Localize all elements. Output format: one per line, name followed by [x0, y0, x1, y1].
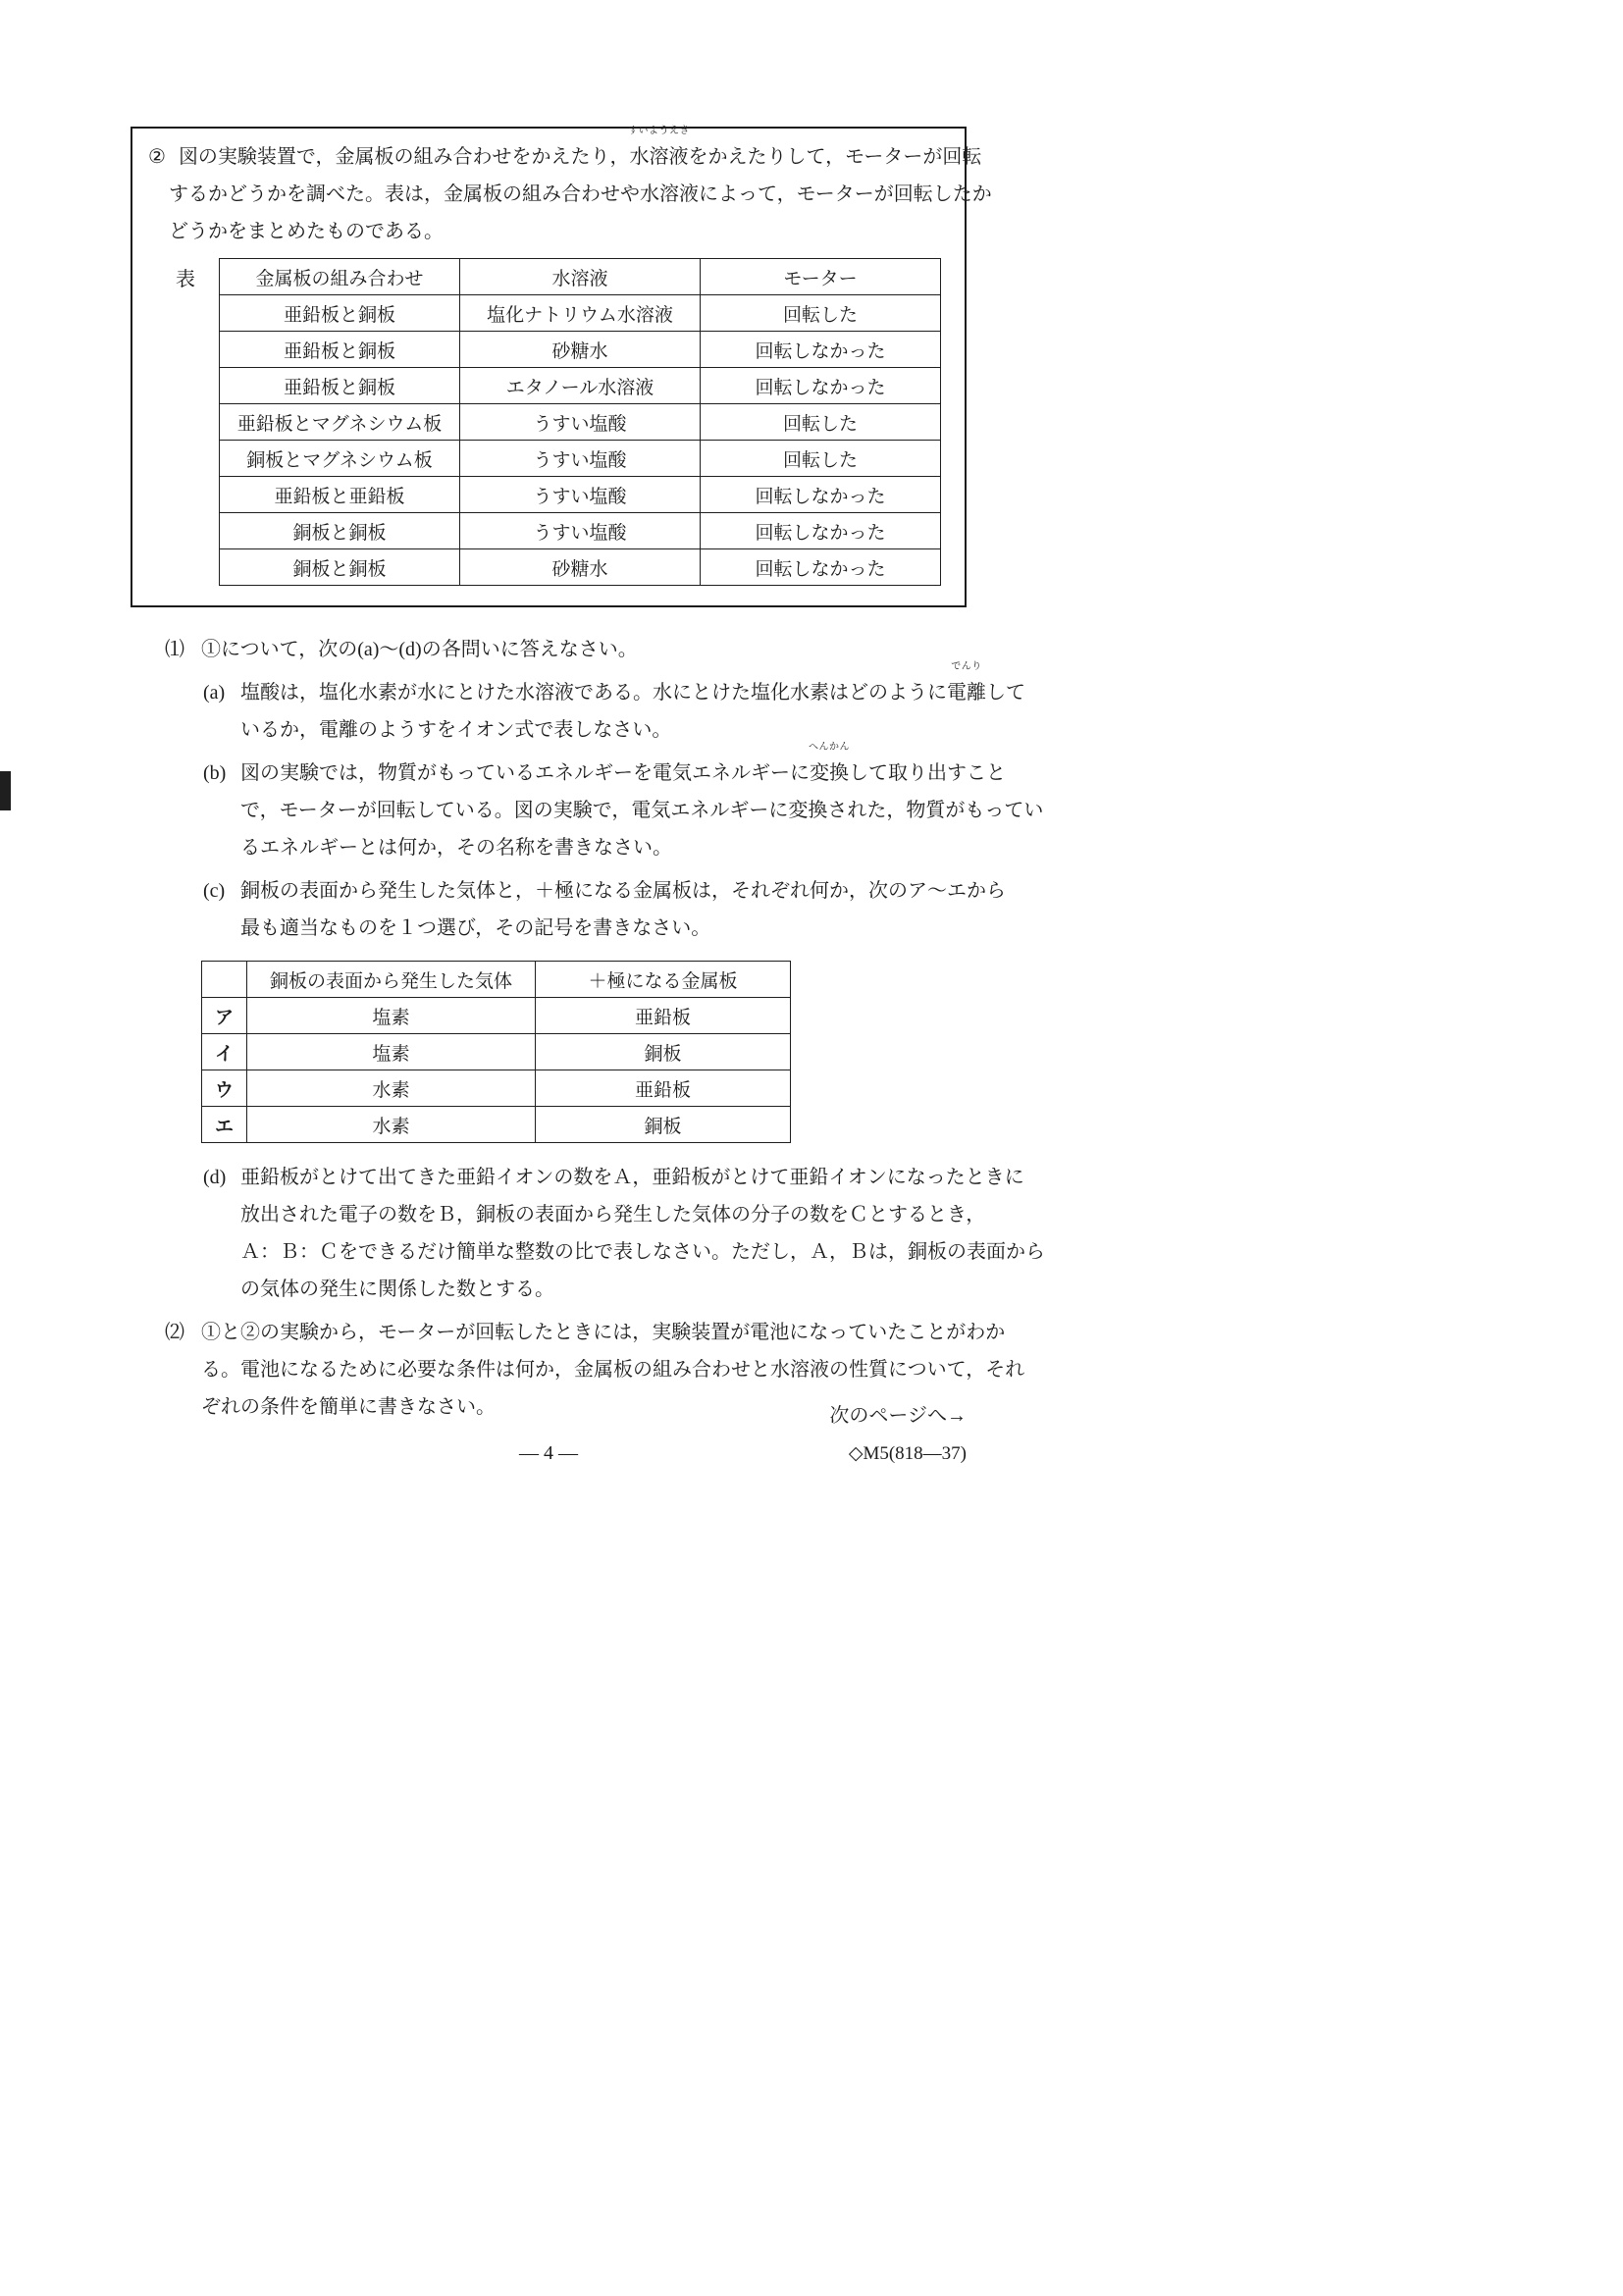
question-1c-line-2: 最も適当なものを１つ選び，その記号を書きなさい。	[240, 917, 711, 939]
cell-motor-result: 回転した	[701, 441, 941, 477]
cell-metal-pair: 亜鉛板と亜鉛板	[220, 477, 460, 513]
text-segment: 塩酸は，塩化水素が水にとけた水溶液である。水にとけた塩化水素はどのように	[240, 682, 947, 704]
table-row	[220, 441, 941, 477]
question-1d-marker: (d)	[203, 1167, 227, 1188]
question-1b	[203, 742, 1044, 866]
question-1d-line-3: Ａ：Ｂ：Ｃをできるだけ簡単な整数の比で表しなさい。ただし，Ａ，Ｂは，銅板の表面から	[240, 1241, 1045, 1263]
table-row	[220, 404, 941, 441]
question-2-marker: ⑵	[165, 1322, 184, 1343]
question-1b-line-1	[240, 742, 1043, 792]
question-1b-line-2: で，モーターが回転している。図の実験で，電気エネルギーに変換された，物質がもってい	[240, 800, 1044, 821]
intro-line-2: するかどうかを調べた。表は，金属板の組み合わせや水溶液によって，モーターが回転したか	[169, 183, 992, 205]
table-row	[220, 549, 941, 586]
question-2-line-1: ①と②の実験から，モーターが回転したときには，実験装置が電池になっていたことがわか	[201, 1322, 1006, 1343]
result-table-wrap	[148, 258, 947, 586]
column-header: ＋極になる金属板	[536, 962, 791, 998]
choice-row-i	[202, 1034, 791, 1070]
intro-text-segment: をかえたりして，モーターが回転	[688, 146, 982, 168]
cell-solution: 塩化ナトリウム水溶液	[460, 295, 701, 332]
cell-metal-pair: 銅板と銅板	[220, 549, 460, 586]
table-row	[220, 477, 941, 513]
cell-solution: 砂糖水	[460, 332, 701, 368]
question-1b-body	[240, 742, 1044, 866]
furigana-text: すいようえき	[628, 126, 691, 136]
binding-mark	[0, 771, 11, 810]
question-1d-line-2: 放出された電子の数をＢ，銅板の表面から発生した気体の分子の数をＣとするとき，	[240, 1204, 986, 1226]
choice-row-a	[202, 998, 791, 1034]
cell-solution: うすい塩酸	[460, 441, 701, 477]
cell-metal-pair: 亜鉛板と銅板	[220, 295, 460, 332]
table-row	[220, 513, 941, 549]
question-1c	[203, 872, 1006, 947]
table-row	[220, 332, 941, 368]
table-row	[220, 295, 941, 332]
question-1b-line-3: るエネルギーとは何か，その名称を書きなさい。	[240, 837, 672, 859]
cell-solution: エタノール水溶液	[460, 368, 701, 404]
ruby-denri	[947, 661, 986, 711]
intro-line-1	[148, 126, 982, 176]
question-1a-line-1	[240, 661, 1025, 711]
choice-row-e	[202, 1107, 791, 1143]
choice-gas: 水素	[247, 1070, 536, 1107]
question-2-line-3: ぞれの条件を簡単に書きなさい。	[201, 1396, 496, 1418]
ruby-base-text: 水溶液	[629, 146, 689, 168]
furigana-text: でんり	[951, 661, 982, 672]
choice-table	[201, 961, 791, 1143]
cell-metal-pair: 銅板と銅板	[220, 513, 460, 549]
column-header: 金属板の組み合わせ	[220, 259, 460, 295]
question-1-body	[201, 631, 967, 668]
cell-metal-pair: 銅板とマグネシウム板	[220, 441, 460, 477]
cell-motor-result: 回転しなかった	[701, 477, 941, 513]
ruby-henkan	[809, 742, 850, 792]
choice-gas: 水素	[247, 1107, 536, 1143]
text-segment: して	[986, 682, 1025, 704]
question-1a-body	[240, 661, 1025, 749]
ruby-base-text: 変換	[810, 762, 849, 784]
choice-label: イ	[202, 1034, 247, 1070]
table-label: 表	[176, 269, 195, 290]
choice-gas: 塩素	[247, 1034, 536, 1070]
question-2-boxed-section	[131, 126, 992, 607]
question-1d-body	[240, 1159, 1045, 1308]
choice-plate: 亜鉛板	[536, 1070, 791, 1107]
column-header: 水溶液	[460, 259, 701, 295]
next-page-label: 次のページへ→	[829, 1405, 967, 1427]
ruby-suiyoueki	[628, 126, 691, 176]
cell-motor-result: 回転しなかった	[701, 513, 941, 549]
choice-plate: 亜鉛板	[536, 998, 791, 1034]
choice-label: ア	[202, 998, 247, 1034]
column-header: モーター	[701, 259, 941, 295]
intro-text-segment: 図の実験装置で，金属板の組み合わせをかえたり，	[178, 146, 630, 168]
question-2-line-2: る。電池になるために必要な条件は何か，金属板の組み合わせと水溶液の性質について，それ	[201, 1359, 1025, 1381]
question-1a-line-2: いるか，電離のようすをイオン式で表しなさい。	[240, 719, 672, 741]
cell-metal-pair: 亜鉛板と銅板	[220, 332, 460, 368]
question-1c-body	[240, 872, 1006, 947]
cell-motor-result: 回転しなかった	[701, 368, 941, 404]
cell-solution: うすい塩酸	[460, 513, 701, 549]
result-table	[219, 258, 941, 586]
question-1d-line-4: の気体の発生に関係した数とする。	[240, 1278, 554, 1300]
page-content	[131, 126, 1045, 1426]
question-1d	[203, 1159, 1045, 1308]
cell-motor-result: 回転しなかった	[701, 332, 941, 368]
choice-table-header-row	[202, 962, 791, 998]
question-1-marker: ⑴	[165, 639, 184, 660]
question-1a	[203, 661, 1025, 749]
question-1c-marker: (c)	[203, 880, 226, 902]
doc-code: ◇M5(818―37)	[848, 1443, 967, 1464]
page-number: ― 4 ―	[519, 1442, 578, 1464]
choice-gas: 塩素	[247, 998, 536, 1034]
table-header-row	[220, 259, 941, 295]
furigana-text: へんかん	[809, 742, 850, 753]
question-1d-line-1: 亜鉛板がとけて出てきた亜鉛イオンの数をＡ，亜鉛板がとけて亜鉛イオンになったときに	[240, 1167, 1024, 1188]
cell-motor-result: 回転しなかった	[701, 549, 941, 586]
column-header: 銅板の表面から発生した気体	[247, 962, 536, 998]
cell-metal-pair: 亜鉛板と銅板	[220, 368, 460, 404]
intro-line-3: どうかをまとめたものである。	[169, 221, 444, 242]
circled-2-marker: ②	[148, 146, 166, 168]
cell-motor-result: 回転した	[701, 295, 941, 332]
text-segment: 図の実験では，物質がもっているエネルギーを電気エネルギーに	[240, 762, 810, 784]
cell-motor-result: 回転した	[701, 404, 941, 441]
cell-solution: うすい塩酸	[460, 404, 701, 441]
page-footer	[131, 1438, 967, 1468]
table-row	[220, 368, 941, 404]
column-header-empty	[202, 962, 247, 998]
ruby-base-text: 電離	[947, 682, 986, 704]
choice-plate: 銅板	[536, 1107, 791, 1143]
cell-solution: 砂糖水	[460, 549, 701, 586]
text-segment: して取り出すこと	[849, 762, 1006, 784]
cell-solution: うすい塩酸	[460, 477, 701, 513]
choice-row-u	[202, 1070, 791, 1107]
cell-metal-pair: 亜鉛板とマグネシウム板	[220, 404, 460, 441]
question-1a-marker: (a)	[203, 682, 226, 704]
question-1-text: ①について，次の(a)～(d)の各問いに答えなさい。	[201, 639, 638, 660]
question-1c-line-1: 銅板の表面から発生した気体と，＋極になる金属板は，それぞれ何か，次のア～エから	[240, 880, 1006, 902]
choice-label: エ	[202, 1107, 247, 1143]
choice-plate: 銅板	[536, 1034, 791, 1070]
question-1b-marker: (b)	[203, 762, 227, 784]
choice-label: ウ	[202, 1070, 247, 1107]
question-1	[165, 631, 967, 668]
